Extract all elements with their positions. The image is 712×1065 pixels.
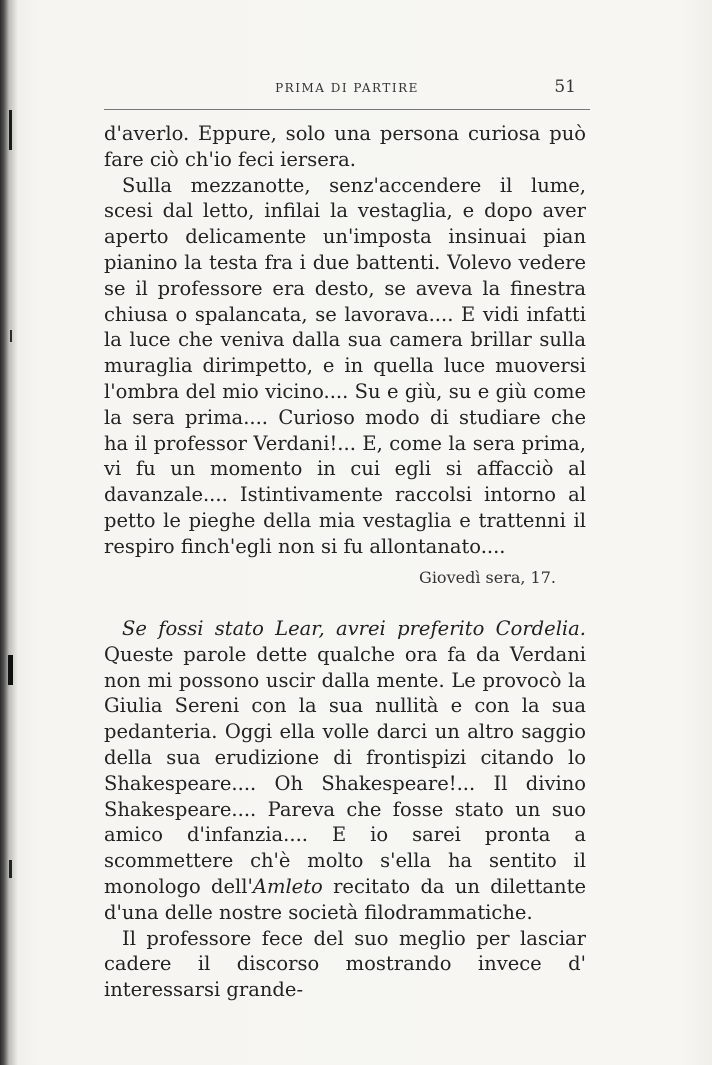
binding-marks [8, 0, 18, 1065]
paragraph-3-text-b: recitato da un dilettante d'una delle nostre società filodrammatiche. [104, 874, 586, 924]
running-head: PRIMA DI PARTIRE [275, 81, 419, 95]
diary-dateline: Giovedì sera, 17. [419, 568, 556, 587]
body-text-bottom [104, 616, 586, 1003]
title-italic: Amleto [252, 874, 323, 898]
paragraph-3-text-a: Queste parole dette qualche ora fa da Verdani non mi possono uscir dalla mente. Le provocò la Giulia Sereni con la sua nullità e con la sua pedanteria. Oggi ella volle darci un altro saggio della sua erudizione di frontispizi citando lo Shakespeare.... Oh Shakespeare!... Il divino Shakespeare.... Pareva che fosse stato un suo amico d'infanzia.... E io sarei pronta a scommettere ch'è molto s'ella ha sentito il monologo dell' [104, 642, 586, 898]
paragraph-1: d'averlo. Eppure, solo una persona curiosa può fare ciò ch'io feci iersera. [104, 122, 586, 171]
page-header [104, 76, 590, 104]
paragraph-3 [104, 616, 586, 926]
paragraph-2: Sulla mezzanotte, senz'accendere il lume, scesi dal letto, infilai la vestaglia, e dopo aver aperto delicamente un'imposta insinuai pian pianino la testa fra i due battenti. Volevo vedere se il professore era desto, se aveva la finestra chiusa o spalancata, se lavorava.... E vidi infatti la luce che veniva dalla sua camera brillar sulla muraglia dirimpetto, e in quella luce muoversi l'ombra del mio vicino.... Su e giù, su e giù come la sera prima.... Curioso modo di studiare che ha il professor Verdani!... E, come la sera prima, vi fu un momento in cui egli si affacciò al davanzale.... Istintivamente raccolsi intorno al petto le pieghe della mia vestaglia e trattenni il respiro finch'egli non si fu allontanato.... [104, 173, 586, 558]
header-rule [104, 109, 590, 110]
quote-italic: Se fossi stato Lear, avrei preferito Cordelia. [122, 617, 586, 640]
page-number: 51 [554, 77, 576, 97]
paragraph-4: Il professore fece del suo meglio per lasciar cadere il discorso mostrando invece d' interessarsi grande- [104, 926, 586, 1002]
body-text-top [104, 121, 586, 560]
